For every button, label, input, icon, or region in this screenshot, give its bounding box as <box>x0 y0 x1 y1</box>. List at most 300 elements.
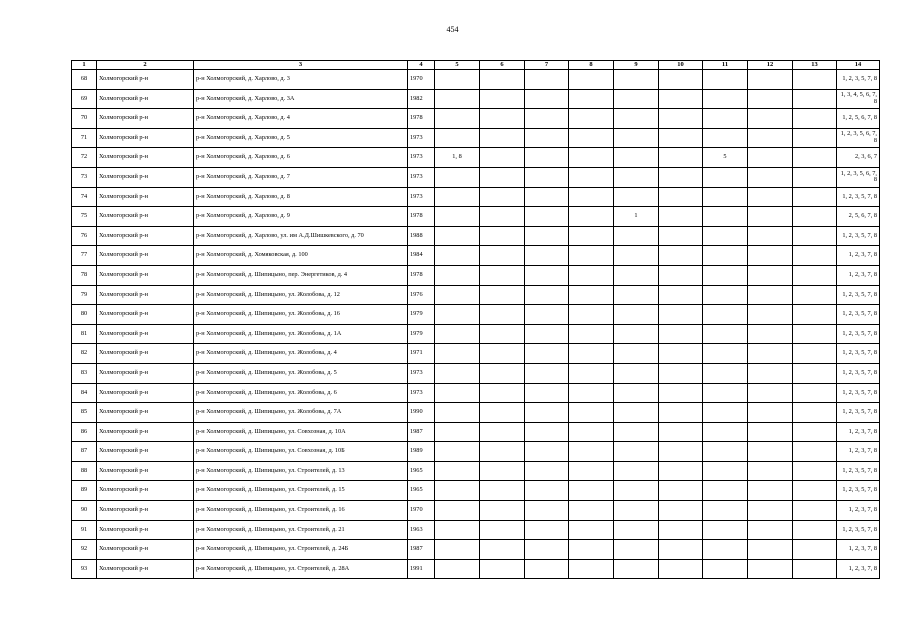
table-cell-col-10 <box>659 187 703 207</box>
table-cell-col-10 <box>659 109 703 129</box>
table-cell-col-9 <box>614 187 659 207</box>
table-cell-col-12 <box>748 89 793 109</box>
table-row <box>72 403 880 423</box>
table-cell-col-3: р-н Холмогорский, д. Шипицыно, ул. Жолобова, д. 4 <box>194 344 408 364</box>
table-cell-col-2: Холмогорский р-н <box>97 344 194 364</box>
table-cell-col-12 <box>748 363 793 383</box>
table-cell-col-9 <box>614 305 659 325</box>
column-header-1: 1 <box>72 61 97 70</box>
table-cell-col-9 <box>614 324 659 344</box>
table-cell-col-7 <box>525 501 569 521</box>
table-cell-col-13 <box>793 128 837 148</box>
table-cell-col-2: Холмогорский р-н <box>97 246 194 266</box>
table-cell-col-10 <box>659 540 703 560</box>
table-cell-col-14: 1, 3, 4, 5, 6, 7, 8 <box>837 89 880 109</box>
table-cell-col-3: р-н Холмогорский, д. Харлово, д. 9 <box>194 207 408 227</box>
table-cell-col-1: 69 <box>72 89 97 109</box>
table-cell-col-2: Холмогорский р-н <box>97 383 194 403</box>
table-cell-col-5 <box>435 442 480 462</box>
table-cell-col-2: Холмогорский р-н <box>97 89 194 109</box>
table-cell-col-10 <box>659 324 703 344</box>
table-cell-col-13 <box>793 383 837 403</box>
table-cell-col-5 <box>435 344 480 364</box>
table-cell-col-10 <box>659 344 703 364</box>
table-cell-col-3: р-н Холмогорский, д. Шипицыно, ул. Жолобова, д. 5 <box>194 363 408 383</box>
table-cell-col-7 <box>525 559 569 579</box>
table-cell-col-10 <box>659 559 703 579</box>
table-cell-col-7 <box>525 167 569 187</box>
table-cell-col-9 <box>614 246 659 266</box>
table-cell-col-1: 85 <box>72 403 97 423</box>
table-cell-col-5 <box>435 109 480 129</box>
table-cell-col-6 <box>480 540 525 560</box>
table-cell-col-9 <box>614 520 659 540</box>
table-cell-col-11 <box>703 324 748 344</box>
table-cell-col-13 <box>793 501 837 521</box>
table-cell-col-4: 1978 <box>408 109 435 129</box>
table-row <box>72 383 880 403</box>
table-cell-col-12 <box>748 167 793 187</box>
table-cell-col-4: 1973 <box>408 128 435 148</box>
table-cell-col-13 <box>793 324 837 344</box>
table-cell-col-9 <box>614 89 659 109</box>
table-cell-col-14: 1, 2, 3, 5, 7, 8 <box>837 481 880 501</box>
table-cell-col-4: 1973 <box>408 383 435 403</box>
table-cell-col-8 <box>569 403 614 423</box>
table-row <box>72 540 880 560</box>
table-cell-col-7 <box>525 520 569 540</box>
table-cell-col-12 <box>748 70 793 90</box>
table-cell-col-7 <box>525 305 569 325</box>
table-cell-col-13 <box>793 167 837 187</box>
table-cell-col-13 <box>793 481 837 501</box>
table-cell-col-1: 70 <box>72 109 97 129</box>
table-cell-col-6 <box>480 461 525 481</box>
table-cell-col-1: 86 <box>72 422 97 442</box>
table-cell-col-12 <box>748 481 793 501</box>
table-row <box>72 246 880 266</box>
table-cell-col-6 <box>480 383 525 403</box>
table-cell-col-8 <box>569 324 614 344</box>
table-cell-col-12 <box>748 207 793 227</box>
table-cell-col-13 <box>793 246 837 266</box>
table-cell-col-9 <box>614 559 659 579</box>
table-cell-col-3: р-н Холмогорский, д. Шипицыно, ул. Строителей, д. 16 <box>194 501 408 521</box>
table-cell-col-14: 1, 2, 3, 5, 7, 8 <box>837 461 880 481</box>
table-cell-col-4: 1987 <box>408 540 435 560</box>
table-cell-col-1: 76 <box>72 226 97 246</box>
table-header <box>72 61 880 70</box>
table-cell-col-6 <box>480 501 525 521</box>
table-cell-col-6 <box>480 265 525 285</box>
table-cell-col-1: 71 <box>72 128 97 148</box>
table-cell-col-13 <box>793 403 837 423</box>
table-cell-col-3: р-н Холмогорский, д. Шипицыно, ул. Жолобова, д. 16 <box>194 305 408 325</box>
table-cell-col-12 <box>748 501 793 521</box>
table-cell-col-10 <box>659 226 703 246</box>
table-cell-col-7 <box>525 109 569 129</box>
table-cell-col-2: Холмогорский р-н <box>97 109 194 129</box>
table-cell-col-9 <box>614 363 659 383</box>
table-cell-col-12 <box>748 148 793 168</box>
table-cell-col-1: 68 <box>72 70 97 90</box>
table-cell-col-14: 1, 2, 3, 5, 7, 8 <box>837 187 880 207</box>
table-cell-col-8 <box>569 305 614 325</box>
table-cell-col-10 <box>659 128 703 148</box>
table-cell-col-11 <box>703 246 748 266</box>
table-cell-col-10 <box>659 422 703 442</box>
table-row <box>72 422 880 442</box>
table-cell-col-6 <box>480 305 525 325</box>
table-cell-col-12 <box>748 109 793 129</box>
table-cell-col-1: 73 <box>72 167 97 187</box>
table-cell-col-5 <box>435 559 480 579</box>
table-cell-col-9 <box>614 461 659 481</box>
table-cell-col-13 <box>793 540 837 560</box>
table-cell-col-7 <box>525 403 569 423</box>
table-cell-col-2: Холмогорский р-н <box>97 207 194 227</box>
table-cell-col-13 <box>793 109 837 129</box>
table-cell-col-6 <box>480 559 525 579</box>
table-cell-col-4: 1973 <box>408 187 435 207</box>
table-cell-col-9 <box>614 128 659 148</box>
table-cell-col-2: Холмогорский р-н <box>97 148 194 168</box>
table-row <box>72 167 880 187</box>
table-cell-col-4: 1971 <box>408 344 435 364</box>
table-cell-col-3: р-н Холмогорский, д. Шипицыно, ул. Строителей, д. 24Б <box>194 540 408 560</box>
table-cell-col-4: 1989 <box>408 442 435 462</box>
table-cell-col-13 <box>793 344 837 364</box>
column-header-11: 11 <box>703 61 748 70</box>
table-cell-col-9: 1 <box>614 207 659 227</box>
table-cell-col-2: Холмогорский р-н <box>97 422 194 442</box>
table-cell-col-7 <box>525 481 569 501</box>
table-cell-col-14: 1, 2, 3, 5, 6, 7, 8 <box>837 128 880 148</box>
table-cell-col-3: р-н Холмогорский, д. Шипицыно, ул. Строителей, д. 28А <box>194 559 408 579</box>
table-cell-col-9 <box>614 226 659 246</box>
table-cell-col-13 <box>793 363 837 383</box>
table-cell-col-11 <box>703 187 748 207</box>
table-cell-col-1: 91 <box>72 520 97 540</box>
table-cell-col-8 <box>569 207 614 227</box>
table-cell-col-3: р-н Холмогорский, д. Хомяковская, д. 100 <box>194 246 408 266</box>
table-cell-col-5 <box>435 70 480 90</box>
table-cell-col-7 <box>525 148 569 168</box>
table-cell-col-3: р-н Холмогорский, д. Шипицыно, ул. Совхозная, д. 10Б <box>194 442 408 462</box>
table-cell-col-1: 81 <box>72 324 97 344</box>
table-cell-col-3: р-н Холмогорский, д. Харлово, ул. им А.Д.Шишкевского, д. 70 <box>194 226 408 246</box>
table-cell-col-8 <box>569 501 614 521</box>
table-cell-col-11 <box>703 501 748 521</box>
table-cell-col-12 <box>748 559 793 579</box>
table-cell-col-4: 1990 <box>408 403 435 423</box>
table-cell-col-8 <box>569 128 614 148</box>
table-cell-col-6 <box>480 109 525 129</box>
column-header-6: 6 <box>480 61 525 70</box>
table-cell-col-5 <box>435 422 480 442</box>
table-cell-col-5 <box>435 305 480 325</box>
table-row <box>72 481 880 501</box>
table-cell-col-5 <box>435 501 480 521</box>
table-cell-col-11 <box>703 403 748 423</box>
column-header-14: 14 <box>837 61 880 70</box>
table-cell-col-11 <box>703 559 748 579</box>
table-cell-col-5 <box>435 520 480 540</box>
table-cell-col-8 <box>569 226 614 246</box>
table-cell-col-3: р-н Холмогорский, д. Харлово, д. 8 <box>194 187 408 207</box>
table-cell-col-14: 1, 2, 3, 5, 7, 8 <box>837 363 880 383</box>
table-cell-col-2: Холмогорский р-н <box>97 285 194 305</box>
table-cell-col-4: 1963 <box>408 520 435 540</box>
table-cell-col-9 <box>614 109 659 129</box>
table-cell-col-8 <box>569 442 614 462</box>
table-cell-col-4: 1973 <box>408 363 435 383</box>
table-cell-col-5 <box>435 285 480 305</box>
table-cell-col-10 <box>659 520 703 540</box>
table-cell-col-8 <box>569 109 614 129</box>
table-cell-col-12 <box>748 520 793 540</box>
table-cell-col-5 <box>435 246 480 266</box>
table-cell-col-4: 1978 <box>408 207 435 227</box>
table-cell-col-5 <box>435 187 480 207</box>
table-cell-col-6 <box>480 422 525 442</box>
table-cell-col-8 <box>569 383 614 403</box>
table-cell-col-1: 84 <box>72 383 97 403</box>
table-cell-col-10 <box>659 461 703 481</box>
table-cell-col-2: Холмогорский р-н <box>97 128 194 148</box>
table-cell-col-2: Холмогорский р-н <box>97 265 194 285</box>
table-cell-col-5 <box>435 481 480 501</box>
table-cell-col-2: Холмогорский р-н <box>97 520 194 540</box>
table-cell-col-5 <box>435 324 480 344</box>
table-cell-col-8 <box>569 481 614 501</box>
table-cell-col-9 <box>614 501 659 521</box>
table-cell-col-9 <box>614 285 659 305</box>
table-cell-col-14: 1, 2, 3, 5, 6, 7, 8 <box>837 167 880 187</box>
table-cell-col-11 <box>703 442 748 462</box>
table-cell-col-5 <box>435 383 480 403</box>
table-cell-col-13 <box>793 442 837 462</box>
table-cell-col-11 <box>703 128 748 148</box>
table-cell-col-7 <box>525 363 569 383</box>
table-cell-col-13 <box>793 559 837 579</box>
table-cell-col-1: 75 <box>72 207 97 227</box>
table-cell-col-13 <box>793 89 837 109</box>
table-cell-col-10 <box>659 70 703 90</box>
table-cell-col-6 <box>480 403 525 423</box>
column-header-13: 13 <box>793 61 837 70</box>
table-cell-col-9 <box>614 344 659 364</box>
table-cell-col-1: 90 <box>72 501 97 521</box>
table-cell-col-14: 2, 3, 6, 7 <box>837 148 880 168</box>
column-header-2: 2 <box>97 61 194 70</box>
data-table <box>71 60 880 579</box>
table-cell-col-14: 1, 2, 5, 6, 7, 8 <box>837 109 880 129</box>
table-cell-col-12 <box>748 422 793 442</box>
table-cell-col-13 <box>793 148 837 168</box>
table-cell-col-14: 1, 2, 3, 5, 7, 8 <box>837 226 880 246</box>
table-row <box>72 324 880 344</box>
table-cell-col-14: 1, 2, 3, 5, 7, 8 <box>837 383 880 403</box>
table-row <box>72 285 880 305</box>
table-cell-col-12 <box>748 246 793 266</box>
table-cell-col-14: 1, 2, 3, 5, 7, 8 <box>837 285 880 305</box>
table-cell-col-10 <box>659 383 703 403</box>
table-cell-col-4: 1970 <box>408 501 435 521</box>
table-cell-col-8 <box>569 187 614 207</box>
table-cell-col-2: Холмогорский р-н <box>97 461 194 481</box>
table-cell-col-13 <box>793 520 837 540</box>
table-cell-col-9 <box>614 148 659 168</box>
table-cell-col-8 <box>569 520 614 540</box>
table-cell-col-8 <box>569 89 614 109</box>
column-header-3: 3 <box>194 61 408 70</box>
table-cell-col-14: 1, 2, 3, 5, 7, 8 <box>837 520 880 540</box>
table-cell-col-10 <box>659 363 703 383</box>
table-cell-col-5 <box>435 167 480 187</box>
table-cell-col-11 <box>703 70 748 90</box>
table-cell-col-7 <box>525 344 569 364</box>
table-cell-col-13 <box>793 265 837 285</box>
table-row <box>72 226 880 246</box>
table-cell-col-7 <box>525 324 569 344</box>
table-cell-col-4: 1973 <box>408 167 435 187</box>
table-cell-col-12 <box>748 265 793 285</box>
table-cell-col-5 <box>435 207 480 227</box>
table-cell-col-11 <box>703 226 748 246</box>
table-cell-col-6 <box>480 128 525 148</box>
table-cell-col-12 <box>748 226 793 246</box>
page-number: 454 <box>446 25 459 34</box>
table-row <box>72 559 880 579</box>
table-cell-col-6 <box>480 187 525 207</box>
column-header-5: 5 <box>435 61 480 70</box>
table-cell-col-14: 1, 2, 3, 7, 8 <box>837 442 880 462</box>
table-cell-col-1: 83 <box>72 363 97 383</box>
table-cell-col-12 <box>748 540 793 560</box>
table-cell-col-12 <box>748 403 793 423</box>
table-cell-col-13 <box>793 70 837 90</box>
table-cell-col-4: 1965 <box>408 461 435 481</box>
table-cell-col-10 <box>659 246 703 266</box>
table-cell-col-8 <box>569 285 614 305</box>
table-cell-col-6 <box>480 520 525 540</box>
table-cell-col-7 <box>525 70 569 90</box>
table-cell-col-9 <box>614 442 659 462</box>
table-row <box>72 89 880 109</box>
table-cell-col-5: 1, 8 <box>435 148 480 168</box>
table-cell-col-1: 89 <box>72 481 97 501</box>
table-cell-col-11 <box>703 520 748 540</box>
table-cell-col-2: Холмогорский р-н <box>97 187 194 207</box>
table-cell-col-8 <box>569 461 614 481</box>
table-cell-col-5 <box>435 226 480 246</box>
table-cell-col-2: Холмогорский р-н <box>97 442 194 462</box>
column-header-9: 9 <box>614 61 659 70</box>
table-cell-col-7 <box>525 246 569 266</box>
table-cell-col-11 <box>703 344 748 364</box>
table-cell-col-11 <box>703 363 748 383</box>
column-header-7: 7 <box>525 61 569 70</box>
table-cell-col-14: 1, 2, 3, 7, 8 <box>837 422 880 442</box>
table-cell-col-2: Холмогорский р-н <box>97 70 194 90</box>
table-cell-col-13 <box>793 226 837 246</box>
header-row <box>72 61 880 70</box>
table-cell-col-3: р-н Холмогорский, д. Шипицыно, пер. Энергетиков, д. 4 <box>194 265 408 285</box>
table-cell-col-6 <box>480 226 525 246</box>
table-cell-col-7 <box>525 226 569 246</box>
table-cell-col-1: 80 <box>72 305 97 325</box>
table-cell-col-5 <box>435 363 480 383</box>
table-cell-col-14: 1, 2, 3, 7, 8 <box>837 559 880 579</box>
table-cell-col-14: 1, 2, 3, 7, 8 <box>837 265 880 285</box>
table-cell-col-2: Холмогорский р-н <box>97 226 194 246</box>
table-cell-col-2: Холмогорский р-н <box>97 540 194 560</box>
table-row <box>72 265 880 285</box>
table-cell-col-10 <box>659 89 703 109</box>
table-cell-col-11 <box>703 422 748 442</box>
table-cell-col-9 <box>614 167 659 187</box>
table-cell-col-7 <box>525 285 569 305</box>
table-cell-col-9 <box>614 422 659 442</box>
table-cell-col-4: 1976 <box>408 285 435 305</box>
table-cell-col-7 <box>525 442 569 462</box>
table-cell-col-14: 1, 2, 3, 5, 7, 8 <box>837 344 880 364</box>
table-cell-col-5 <box>435 89 480 109</box>
table-cell-col-6 <box>480 89 525 109</box>
table-cell-col-3: р-н Холмогорский, д. Харлово, д. 6 <box>194 148 408 168</box>
table-cell-col-8 <box>569 148 614 168</box>
table-cell-col-4: 1987 <box>408 422 435 442</box>
table-cell-col-7 <box>525 207 569 227</box>
table-row <box>72 109 880 129</box>
table-cell-col-2: Холмогорский р-н <box>97 481 194 501</box>
table-cell-col-14: 1, 2, 3, 7, 8 <box>837 246 880 266</box>
column-header-10: 10 <box>659 61 703 70</box>
table-cell-col-11 <box>703 305 748 325</box>
table-cell-col-14: 1, 2, 3, 7, 8 <box>837 501 880 521</box>
table-cell-col-3: р-н Холмогорский, д. Шипицыно, ул. Совхозная, д. 10А <box>194 422 408 442</box>
table-cell-col-6 <box>480 246 525 266</box>
table-cell-col-4: 1978 <box>408 265 435 285</box>
table-cell-col-4: 1965 <box>408 481 435 501</box>
table-cell-col-3: р-н Холмогорский, д. Шипицыно, ул. Строителей, д. 21 <box>194 520 408 540</box>
table-cell-col-5 <box>435 461 480 481</box>
table-cell-col-12 <box>748 305 793 325</box>
table-cell-col-10 <box>659 285 703 305</box>
table-cell-col-12 <box>748 344 793 364</box>
table-cell-col-1: 72 <box>72 148 97 168</box>
table-row <box>72 148 880 168</box>
table-cell-col-13 <box>793 207 837 227</box>
table-cell-col-4: 1979 <box>408 324 435 344</box>
table-cell-col-6 <box>480 285 525 305</box>
table-cell-col-7 <box>525 422 569 442</box>
table-cell-col-3: р-н Холмогорский, д. Шипицыно, ул. Жолобова, д. 6 <box>194 383 408 403</box>
table-cell-col-2: Холмогорский р-н <box>97 167 194 187</box>
table-cell-col-8 <box>569 167 614 187</box>
table-row <box>72 187 880 207</box>
table-cell-col-4: 1988 <box>408 226 435 246</box>
table-cell-col-13 <box>793 422 837 442</box>
column-header-12: 12 <box>748 61 793 70</box>
table-cell-col-11 <box>703 481 748 501</box>
table-cell-col-2: Холмогорский р-н <box>97 305 194 325</box>
table-cell-col-3: р-н Холмогорский, д. Харлово, д. 5 <box>194 128 408 148</box>
table-cell-col-10 <box>659 207 703 227</box>
table-cell-col-10 <box>659 167 703 187</box>
table-cell-col-13 <box>793 461 837 481</box>
